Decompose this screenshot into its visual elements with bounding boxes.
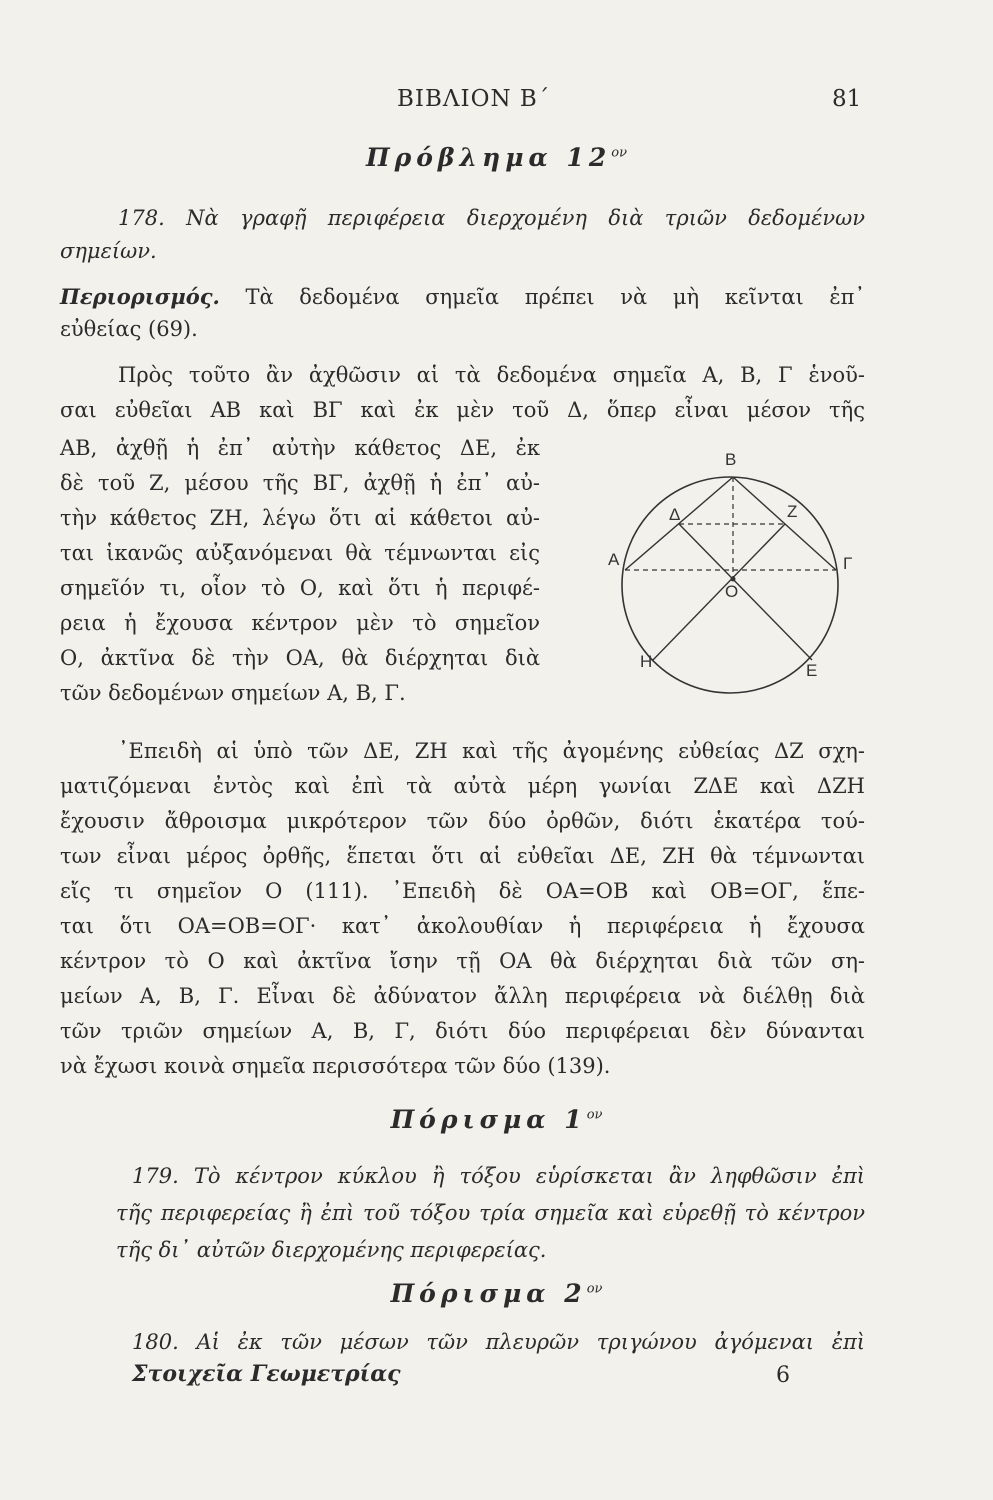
corollary2-heading-word: Πόρισμα bbox=[390, 1279, 551, 1308]
proof-wrapped-line: τὴν κάθετος ΖΗ, λέγω ὅτι αἱ κάθετοι αὐ- bbox=[60, 506, 540, 530]
proof-line: σαι εὐθεῖαι ΑΒ καὶ ΒΓ καὶ ἐκ μὲν τοῦ Δ, ὅπερ εἶναι μέσον τῆς bbox=[60, 398, 865, 422]
corollary2-heading bbox=[0, 1279, 993, 1308]
label-g: Γ bbox=[843, 554, 853, 573]
proof-wrapped-line: ρεια ἡ ἔχουσα κέντρον μὲν τὸ σημεῖον bbox=[60, 611, 540, 635]
restriction-label: Περιορισμός. bbox=[60, 284, 220, 309]
proof-line: μείων Α, Β, Γ. Εἶναι δὲ ἀδύνατον ἄλλη περιφέρεια νὰ διέλθῃ διὰ bbox=[60, 984, 865, 1008]
corollary1-line: τῆς δι᾽ αὐτῶν διερχομένης περιφερείας. bbox=[116, 1238, 547, 1262]
proof-line: εἴς τι σημεῖον Ο (111). ᾽Επειδὴ δὲ ΟΑ=ΟΒ καὶ ΟΒ=ΟΓ, ἕπε- bbox=[60, 879, 865, 903]
proof-line: κέντρον τὸ Ο καὶ ἀκτῖνα ἴσην τῇ ΟΑ θὰ διέρχηται διὰ τῶν ση- bbox=[60, 949, 865, 973]
problem-statement-line: 178. Νὰ γραφῇ περιφέρεια διερχομένη διὰ τριῶν δεδομένων bbox=[118, 206, 865, 230]
perpendicular-zh bbox=[652, 524, 785, 661]
proof-wrapped-line: ΑΒ, ἀχθῇ ἡ ἐπ᾽ αὐτὴν κάθετος ΔΕ, ἐκ bbox=[60, 436, 540, 460]
corollary1-line: τῆς περιφερείας ἢ ἐπὶ τοῦ τόξου τρία σημεῖα καὶ εὑρεθῇ τὸ κέντρον bbox=[116, 1201, 865, 1225]
corollary1-line: 179. Τὸ κέντρον κύκλου ἢ τόξου εὑρίσκεται ἂν ληφθῶσιν ἐπὶ bbox=[132, 1164, 865, 1188]
circle-construction-diagram bbox=[600, 445, 870, 695]
label-z: Ζ bbox=[787, 502, 798, 521]
problem-heading-number: 12 bbox=[566, 143, 612, 172]
proof-line: ᾽Επειδὴ αἱ ὑπὸ τῶν ΔΕ, ΖΗ καὶ τῆς ἀγομένης εὐθείας ΔΖ σχη- bbox=[118, 739, 865, 763]
corollary2-line: 180. Αἱ ἐκ τῶν μέσων τῶν πλευρῶν τριγώνου ἀγόμεναι ἐπὶ bbox=[132, 1330, 865, 1354]
running-head: ΒΙΒΛΙΟΝ Β΄ bbox=[397, 86, 551, 112]
corollary1-heading-number: 1 bbox=[564, 1105, 587, 1134]
proof-line: ται ὅτι ΟΑ=ΟΒ=ΟΓ· κατ᾽ ἀκολουθίαν ἡ περιφέρεια ἡ ἔχουσα bbox=[60, 914, 865, 938]
perpendicular-de bbox=[679, 524, 812, 660]
proof-wrapped-line: τῶν δεδομένων σημείων Α, Β, Γ. bbox=[60, 681, 406, 705]
signature-number: 6 bbox=[776, 1363, 790, 1388]
problem-heading bbox=[0, 143, 993, 172]
corollary2-heading-suffix: ον bbox=[586, 1281, 603, 1297]
page-number: 81 bbox=[832, 86, 862, 112]
proof-wrapped-line: σημεῖόν τι, οἷον τὸ Ο, καὶ ὅτι ἡ περιφέ- bbox=[60, 576, 540, 600]
proof-wrapped-line: Ο, ἀκτῖνα δὲ τὴν ΟΑ, θὰ διέρχηται διὰ bbox=[60, 646, 540, 670]
label-e: Ε bbox=[806, 661, 818, 680]
proof-line: Πρὸς τοῦτο ἂν ἀχθῶσιν αἱ τὰ δεδομένα σημεῖα Α, Β, Γ ἑνοῦ- bbox=[118, 363, 865, 387]
proof-wrapped-line: ται ἱκανῶς αὐξανόμεναι θὰ τέμνωνται εἰς bbox=[60, 541, 540, 565]
proof-line: ματιζόμεναι ἐντὸς καὶ ἐπὶ τὰ αὐτὰ μέρη γωνίαι ΖΔΕ καὶ ΔΖΗ bbox=[60, 774, 865, 798]
problem-heading-suffix: ον bbox=[611, 145, 627, 161]
proof-wrapped-line: δὲ τοῦ Ζ, μέσου τῆς ΒΓ, ἀχθῇ ἡ ἐπ᾽ αὐ- bbox=[60, 471, 540, 495]
corollary1-heading bbox=[0, 1105, 993, 1134]
label-a: Α bbox=[608, 550, 620, 569]
label-d: Δ bbox=[669, 505, 681, 524]
corollary1-heading-word: Πόρισμα bbox=[390, 1105, 551, 1134]
label-o: Ο bbox=[725, 582, 739, 601]
restriction-line bbox=[60, 282, 865, 312]
restriction-text: Τὰ δεδομένα σημεῖα πρέπει νὰ μὴ κεῖνται ἐπ᾽ bbox=[245, 285, 865, 309]
corollary2-heading-number: 2 bbox=[564, 1279, 587, 1308]
center-point bbox=[731, 577, 736, 582]
proof-line: των εἶναι μέρος ὀρθῆς, ἕπεται ὅτι αἱ εὐθεῖαι ΔΕ, ΖΗ θὰ τέμνωνται bbox=[60, 844, 865, 868]
problem-heading-word: Πρόβλημα bbox=[365, 143, 553, 172]
label-b: Β bbox=[725, 450, 737, 469]
restriction-line: εὐθείας (69). bbox=[60, 317, 198, 341]
proof-line: ἔχουσιν ἄθροισμα μικρότερον τῶν δύο ὀρθῶν, διότι ἑκατέρα τού- bbox=[60, 809, 865, 833]
problem-statement-line: σημείων. bbox=[60, 239, 157, 263]
proof-line: τῶν τριῶν σημείων Α, Β, Γ, διότι δύο περιφέρειαι δὲν δύνανται bbox=[60, 1019, 865, 1043]
proof-line: νὰ ἔχωσι κοινὰ σημεῖα περισσότερα τῶν δύο (139). bbox=[60, 1054, 611, 1078]
footer-book-title: Στοιχεῖα Γεωμετρίας bbox=[132, 1361, 401, 1387]
label-h: Η bbox=[640, 652, 653, 671]
corollary1-heading-suffix: ον bbox=[586, 1107, 603, 1123]
